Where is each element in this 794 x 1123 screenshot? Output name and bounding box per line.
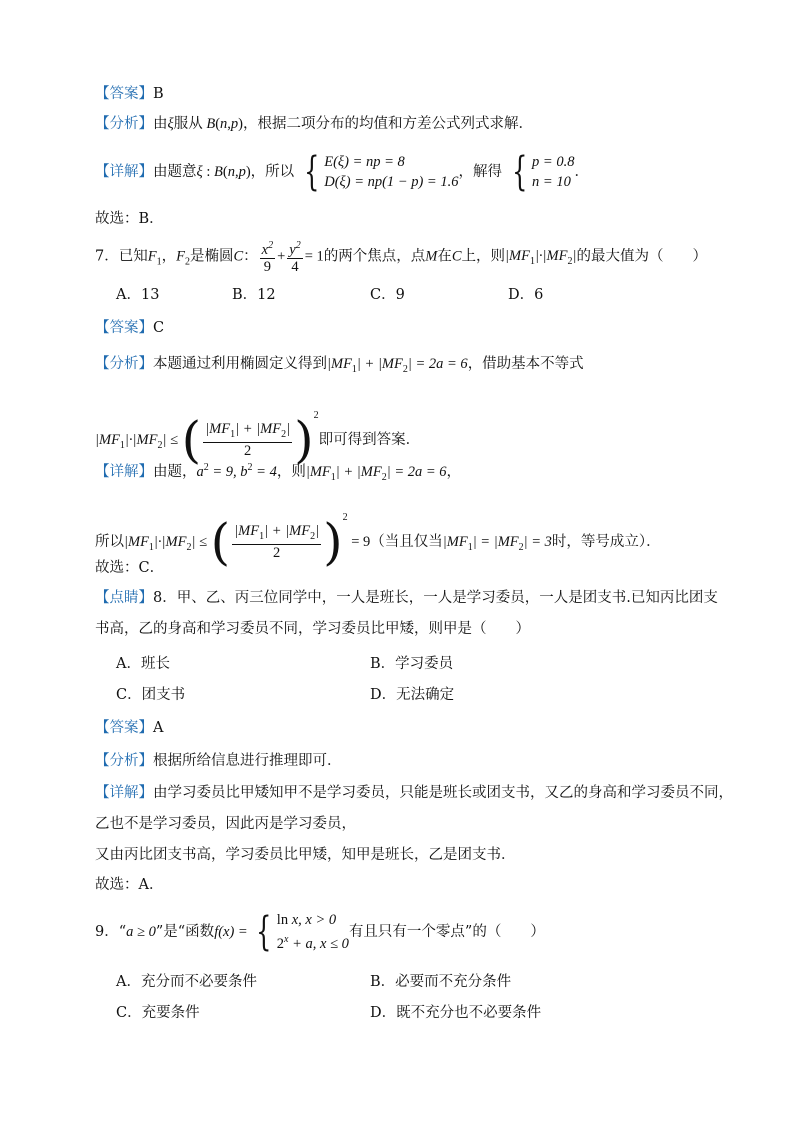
q8-option-d: D．无法确定	[370, 687, 455, 703]
q7-option-a: A．13	[116, 287, 160, 303]
q9-option-c: C．充要条件	[116, 1005, 200, 1021]
q6-solution-system: { p = 0.8 n = 10	[511, 149, 575, 195]
q9-stem: 9．“a ≥ 0”是“函数f(x) = { ln x, x > 0 $2^x + a$, x ≤ 0 有且只有一个零点”的（ ）	[95, 908, 545, 955]
q8-option-b: B．学习委员	[370, 656, 454, 672]
q6-answer-value: B	[153, 86, 164, 102]
q7-stem: 7．已知$F_1$，$F_2$是椭圆C： $\frac{x^2}{9}$ + $\frac{y^2}{4}$ = 1的两个焦点，点M在C上，则$|MF_1|\cdot|MF_2|$的最大值为（ ）	[95, 240, 707, 275]
q7-option-d: D．6	[508, 287, 544, 303]
q7-detail-inequality: 所以$|MF_1|\cdot|MF_2|$ ≤ ( $\frac{|MF_1| + |MF_2|}{2}$ )$^2$ = 9（当且仅当$|MF_1| = |MF_2| = 3$时，等号成立）．	[95, 512, 661, 571]
q8-stem-line-1: 【点睛】8．甲、乙、丙三位同学中，一人是班长，一人是学习委员，一人是团支书.已知丙比团支	[95, 590, 718, 606]
q9-option-a: A．充分而不必要条件	[116, 974, 257, 990]
q8-answer: 【答案】A	[95, 720, 164, 736]
q8-detail-line-2: 乙也不是学习委员，因此丙是学习委员，	[95, 816, 356, 832]
answer-tag: 【答案】	[95, 86, 153, 102]
highlight-tag: 【点睛】	[95, 590, 153, 606]
q7-analysis: 【分析】本题通过利用椭圆定义得到$|MF_1| + |MF_2| = 2a = 6$，借助基本不等式	[95, 356, 584, 375]
q7-detail: 【详解】由题，$a^2 = 9$, $b^2 = 4$，则$|MF_1| + |MF_2| = 2a = 6$，	[95, 462, 462, 483]
q8-analysis: 【分析】根据所给信息进行推理即可．	[95, 753, 342, 769]
q6-equation-system: { E(ξ) = np = 8 D(ξ) = np(1 − p) = 1.6	[303, 149, 459, 195]
q6-conclusion: 故选：B．	[95, 211, 164, 227]
q8-conclusion: 故选：A．	[95, 877, 164, 893]
q8-option-c: C．团支书	[116, 687, 186, 703]
q6-analysis: 【分析】由ξ服从 B(n,p)，根据二项分布的均值和方差公式列式求解．	[95, 116, 534, 132]
q7-inequality: $|MF_1|\cdot|MF_2|$ ≤ ( $\frac{|MF_1| + |MF_2|}{2}$ )$^2$即可得到答案．	[95, 410, 421, 469]
q9-option-d: D．既不充分也不必要条件	[370, 1005, 542, 1021]
q6-answer	[95, 84, 164, 104]
q7-conclusion: 故选：C．	[95, 560, 165, 576]
q7-answer: 【答案】C	[95, 320, 165, 336]
q7-option-b: B．12	[232, 287, 276, 303]
q8-stem-line-2: 书高，乙的身高和学习委员不同，学习委员比甲矮，则甲是（ ）	[95, 621, 530, 637]
q8-option-a: A．班长	[116, 656, 170, 672]
q9-option-b: B．必要而不充分条件	[370, 974, 512, 990]
detail-tag: 【详解】	[95, 164, 153, 180]
analysis-tag: 【分析】	[95, 116, 153, 132]
q7-option-c: C．9	[370, 287, 405, 303]
q9-piecewise: { ln x, x > 0 $2^x + a$, x ≤ 0	[256, 908, 349, 955]
q8-detail-line-3: 又由丙比团支书高，学习委员比甲矮，知甲是班长，乙是团支书．	[95, 847, 516, 863]
q8-detail-line-1: 【详解】由学习委员比甲矮知甲不是学习委员，只能是班长或团支书，又乙的身高和学习委员不同，	[95, 785, 733, 801]
q6-detail: 【详解】由题意ξ : B(n,p)，所以 { E(ξ) = np = 8 D(ξ) = np(1 − p) = 1.6 ，解得 { p = 0.8 n = 10 ．	[95, 149, 589, 195]
